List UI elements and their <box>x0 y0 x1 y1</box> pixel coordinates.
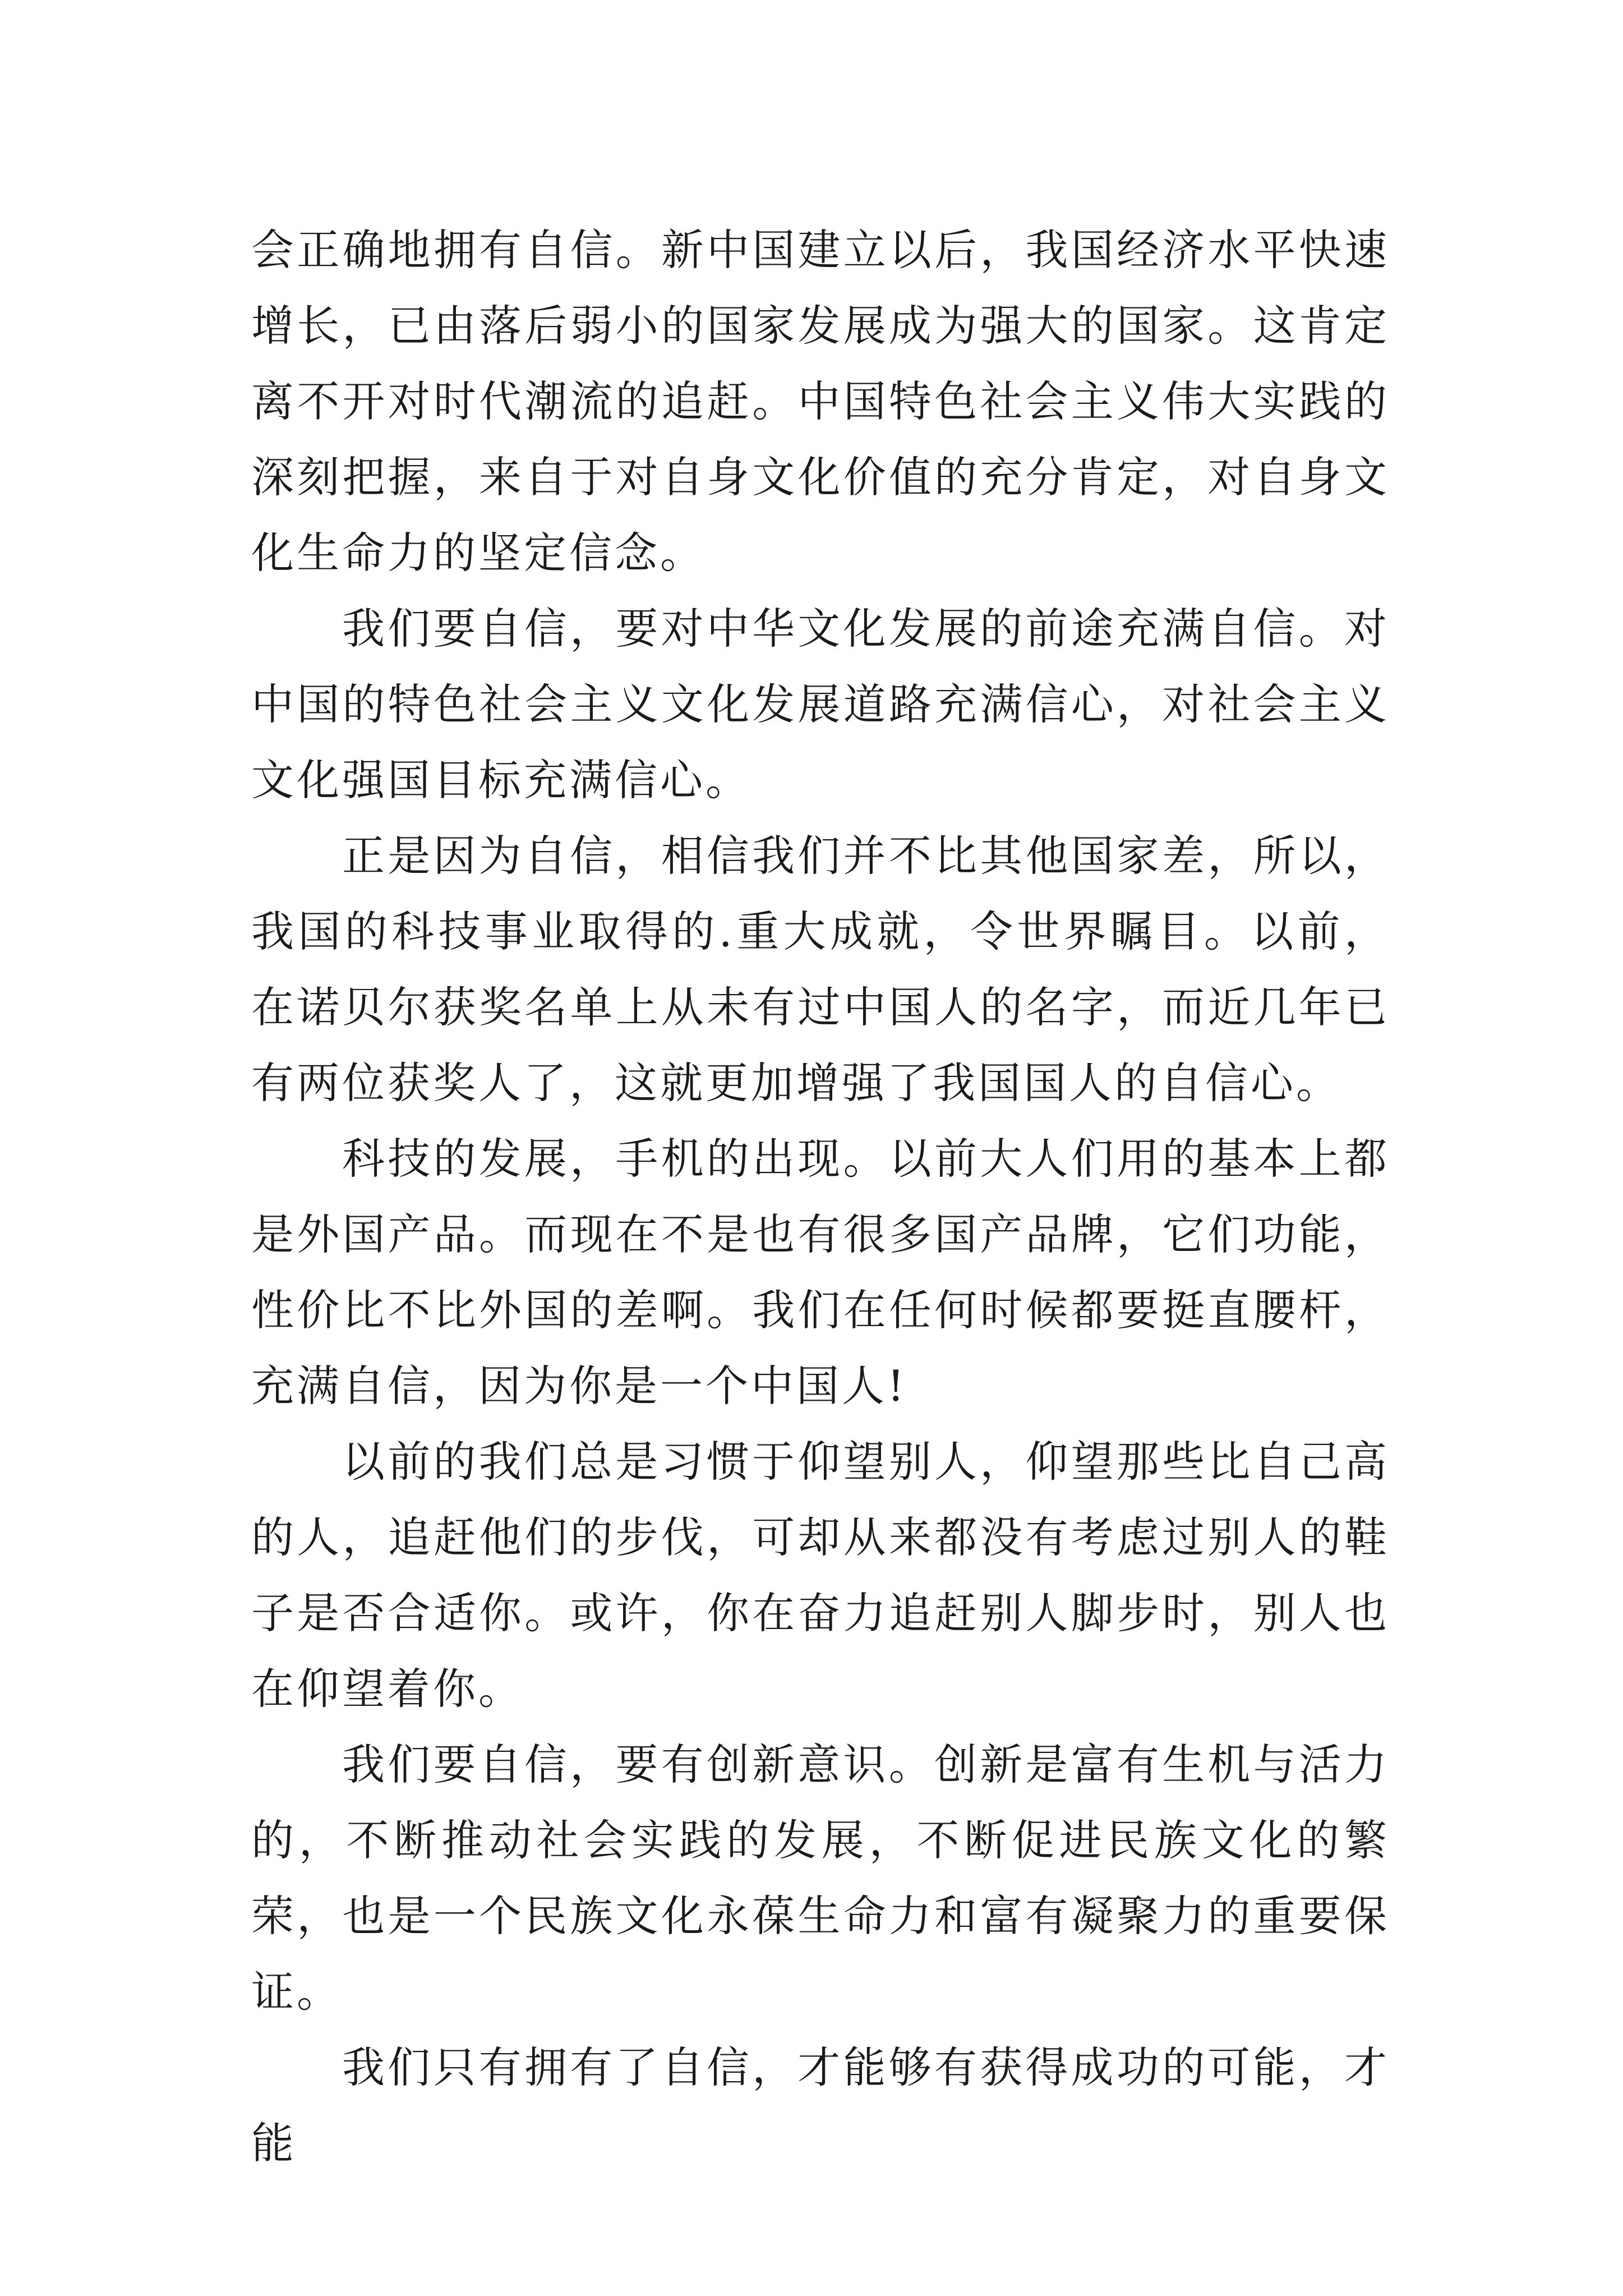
paragraph-4: 科技的发展，手机的出现。以前大人们用的基本上都是外国产品。而现在不是也有很多国产品牌，它们功能，性价比不比外国的差啊。我们在任何时候都要挺直腰杆，充满自信，因为你是一个中国人! <box>251 1134 1390 1411</box>
paragraph-1: 会正确地拥有自信。新中国建立以后，我国经济水平快速增长，已由落后弱小的国家发展成为强大的国家。这肯定离不开对时代潮流的追赶。中国特色社会主义伟大实践的深刻把握，来自于对自身文化价值的充分肯定，对自身文化生命力的坚定信念。 <box>251 225 1390 578</box>
paragraph-6: 我们要自信，要有创新意识。创新是富有生机与活力的，不断推动社会实践的发展，不断促进民族文化的繁荣，也是一个民族文化永葆生命力和富有凝聚力的重要保证。 <box>251 1740 1390 2017</box>
paragraph-2: 我们要自信，要对中华文化发展的前途充满自信。对中国的特色社会主义文化发展道路充满信心，对社会主义文化强国目标充满信心。 <box>251 604 1390 805</box>
document-page <box>251 212 1390 2181</box>
paragraph-3: 正是因为自信，相信我们并不比其他国家差，所以，我国的科技事业取得的.重大成就，令世界瞩目。以前，在诺贝尔获奖名单上从未有过中国人的名字，而近几年已有两位获奖人了，这就更加增强了我国国人的自信心。 <box>251 831 1390 1108</box>
paragraph-7: 我们只有拥有了自信，才能够有获得成功的可能，才能 <box>251 2042 1390 2168</box>
paragraph-5: 以前的我们总是习惯于仰望别人，仰望那些比自己高的人，追赶他们的步伐，可却从来都没有考虑过别人的鞋子是否合适你。或许，你在奋力追赶别人脚步时，别人也在仰望着你。 <box>251 1437 1390 1714</box>
